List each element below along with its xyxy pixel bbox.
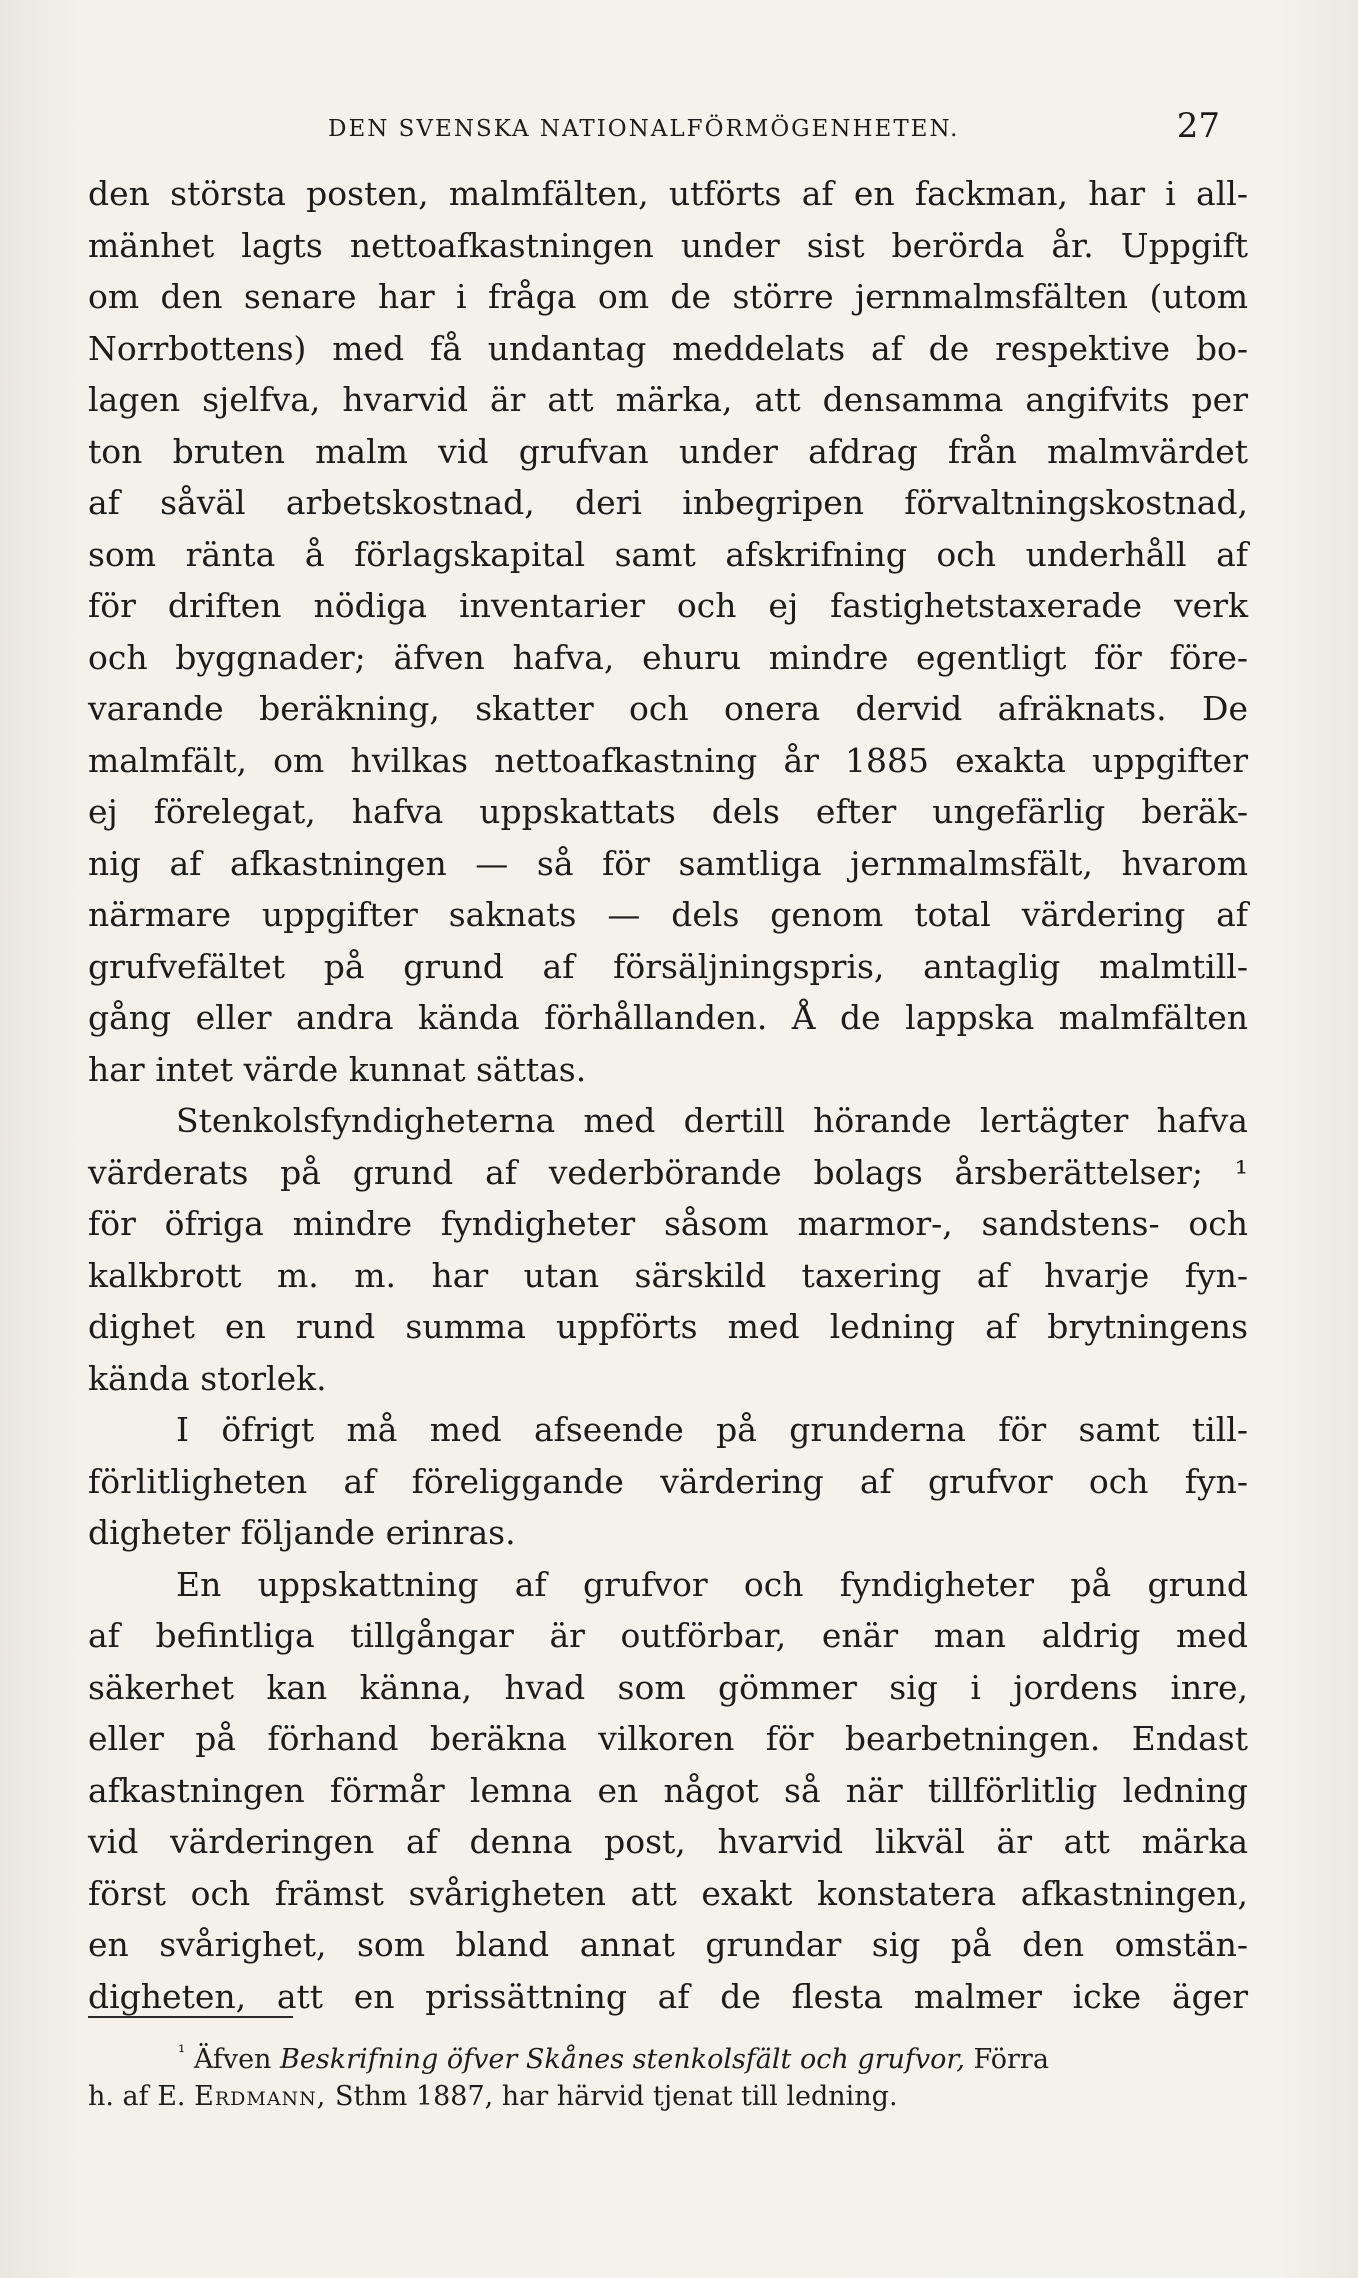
page-number: 27 [1176,106,1220,146]
text-line-paragraph-end: har intet värde kunnat sättas. [88,1049,587,1089]
text-line-paragraph-end: digheter följande erinras. [88,1513,516,1552]
text-line: och byggnader; äfven hafva, ehuru mindre egentligt för före- [88,637,1248,677]
text-line: för öfriga mindre fyndigheter såsom marmor-, sandstens- och [88,1204,1248,1243]
text-line: lagen sjelfva, hvarvid är att märka, att densamma angifvits per [88,380,1248,419]
text-line: för driften nödiga inventarier och ej fastighetstaxerade verk [88,586,1248,625]
text-line-paragraph-start: Stenkolsfyndigheterna med dertill hörande lertägter hafva [176,1101,1248,1140]
text-line: af befintliga tillgångar är outförbar, enär man aldrig med [88,1616,1248,1655]
text-line: dighet en rund summa uppförts med ledning af brytningens [88,1307,1248,1346]
running-head: DEN SVENSKA NATIONALFÖRMÖGENHETEN. [328,116,960,142]
text-line: nig af afkastningen — så för samtliga jernmalmsfält, hvarom [88,843,1248,883]
text-line: ton bruten malm vid grufvan under afdrag från malmvärdet [88,431,1248,471]
footnote-lead: Äfven [193,2044,272,2075]
text-line: gång eller andra kända förhållanden. Å de lappska malmfälten [88,998,1248,1037]
text-line: mänhet lagts nettoafkastningen under sist berörda år. Uppgift [88,225,1248,265]
footnote-line-1 [88,2034,1248,2078]
footnote-title: Beskrifning öfver Skånes stenkolsfält och grufvor, [280,2044,965,2075]
text-line-paragraph-start: En uppskattning af grufvor och fyndigheter på grund [176,1564,1248,1604]
text-line: som ränta å förlagskapital samt afskrifning och underhåll af [88,534,1248,574]
footnote-line2-end: Sthm 1887, har härvid tjenat till ledning. [334,2081,898,2112]
text-line: den största posten, malmfälten, utförts af en fackman, har i all- [88,174,1248,213]
text-line: afkastningen förmår lemna en något så när tillförlitlig ledning [88,1770,1248,1810]
text-line: förlitligheten af föreliggande värdering af grufvor och fyn- [88,1461,1248,1501]
text-line: en svårighet, som bland annat grundar sig på den omstän- [88,1925,1248,1964]
text-line: om den senare har i fråga om de större jernmalmsfälten (utom [88,277,1248,316]
text-line: af såväl arbetskostnad, deri inbegripen förvaltningskostnad, [88,483,1248,522]
page-header [300,106,1260,146]
text-line: säkerhet kan känna, hvad som gömmer sig i jordens inre, [88,1667,1248,1707]
text-line-paragraph-end: kända storlek. [88,1358,327,1398]
text-line: vid värderingen af denna post, hvarvid likväl är att märka [88,1822,1248,1861]
footnote-marker: ¹ [178,2042,186,2063]
footnote-after-title: Förra [973,2044,1049,2075]
footnote-divider [88,2016,293,2018]
text-line: malmfält, om hvilkas nettoafkastning år 1885 exakta uppgifter [88,740,1248,780]
footnote [88,2034,1248,2115]
text-line: ej förelegat, hafva uppskattats dels efter ungefärlig beräk- [88,792,1248,831]
text-line: närmare uppgifter saknats — dels genom total värdering af [88,895,1248,934]
text-line: värderats på grund af vederbörande bolags årsberättelser; ¹ [88,1152,1248,1192]
text-line: Norrbottens) med få undantag meddelats af de respektive bo- [88,328,1248,368]
text-line: digheten, att en prissättning af de flesta malmer icke äger [88,1976,1248,2016]
text-line: kalkbrott m. m. har utan särskild taxering af hvarje fyn- [88,1255,1248,1295]
body-text [88,168,1248,2022]
footnote-author: Erdmann, [194,2081,327,2112]
text-line: eller på förhand beräkna vilkoren för bearbetningen. Endast [88,1719,1248,1758]
footnote-line2-start: h. af E. [88,2081,186,2112]
text-line: varande beräkning, skatter och onera dervid afräknats. De [88,689,1248,728]
text-line-paragraph-start: I öfrigt må med afseende på grunderna för samt till- [176,1410,1248,1449]
text-line: grufvefältet på grund af försäljningspris, antaglig malmtill- [88,946,1248,986]
footnote-line-2 [88,2078,1248,2115]
text-line: först och främst svårigheten att exakt konstatera afkastningen, [88,1873,1248,1913]
